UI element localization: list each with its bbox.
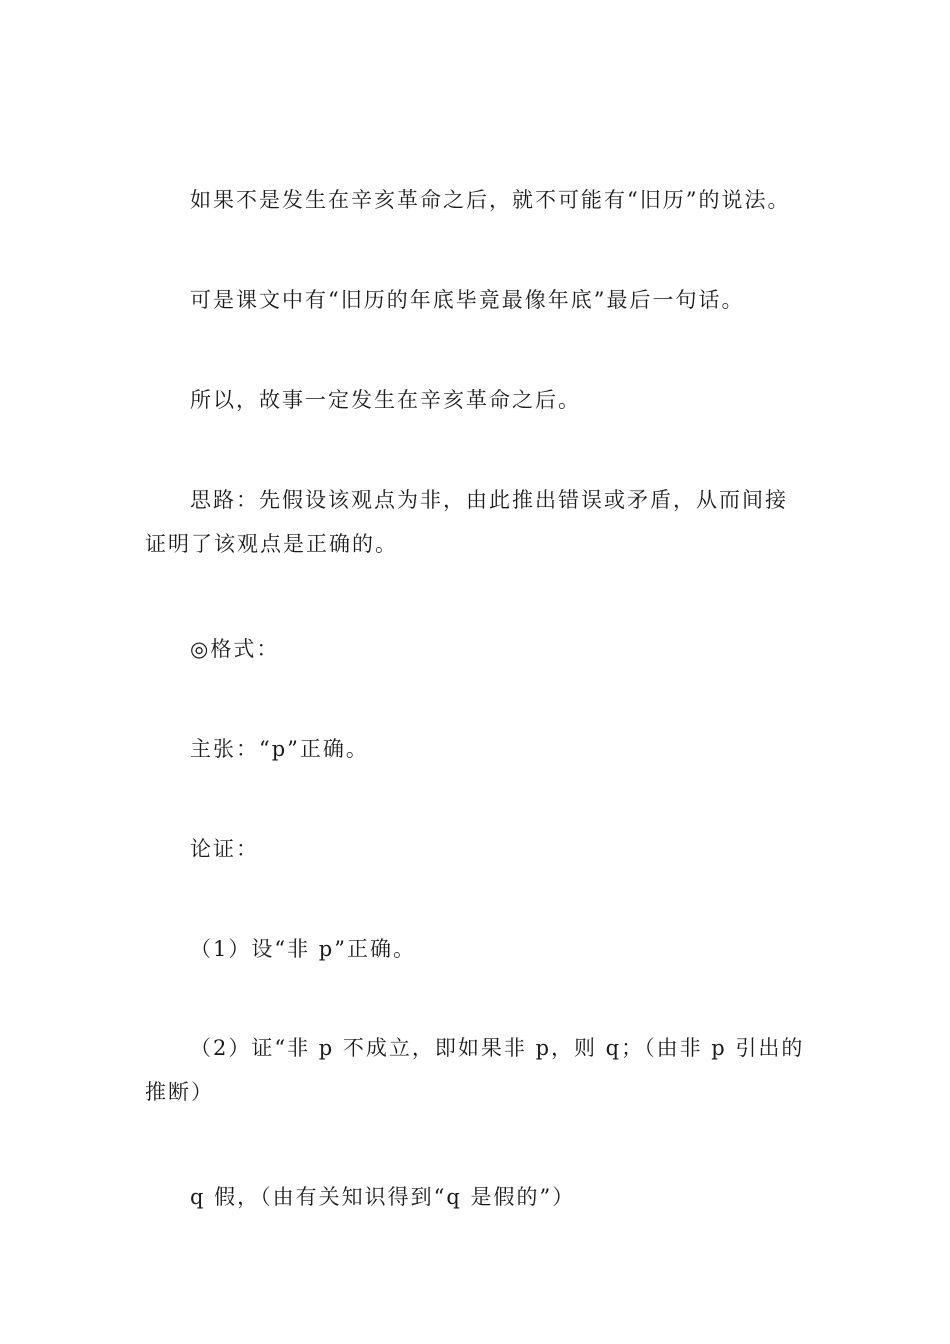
paragraph-3: 所以，故事一定发生在辛亥革命之后。	[190, 388, 581, 412]
paragraph-step-1: （1）设“非 p”正确。	[190, 937, 416, 961]
paragraph-q-false: q 假，（由有关知识得到“q 是假的”）	[190, 1185, 576, 1209]
paragraph-4: 思路：先假设该观点为非，由此推出错误或矛盾，从而间接证明了该观点是正确的。	[145, 488, 788, 556]
paragraph-step-2: （2）证“非 p 不成立，即如果非 p，则 q；（由非 p 引出的推断）	[145, 1036, 805, 1104]
paragraph-1: 如果不是发生在辛亥革命之后，就不可能有“旧历”的说法。	[190, 188, 791, 212]
paragraph-format-heading: ◎格式：	[190, 637, 280, 661]
paragraph-argument-heading: 论证：	[190, 837, 259, 861]
paragraph-2: 可是课文中有“旧历的年底毕竟最像年底”最后一句话。	[190, 288, 745, 312]
paragraph-claim: 主张：“p”正确。	[190, 737, 369, 761]
